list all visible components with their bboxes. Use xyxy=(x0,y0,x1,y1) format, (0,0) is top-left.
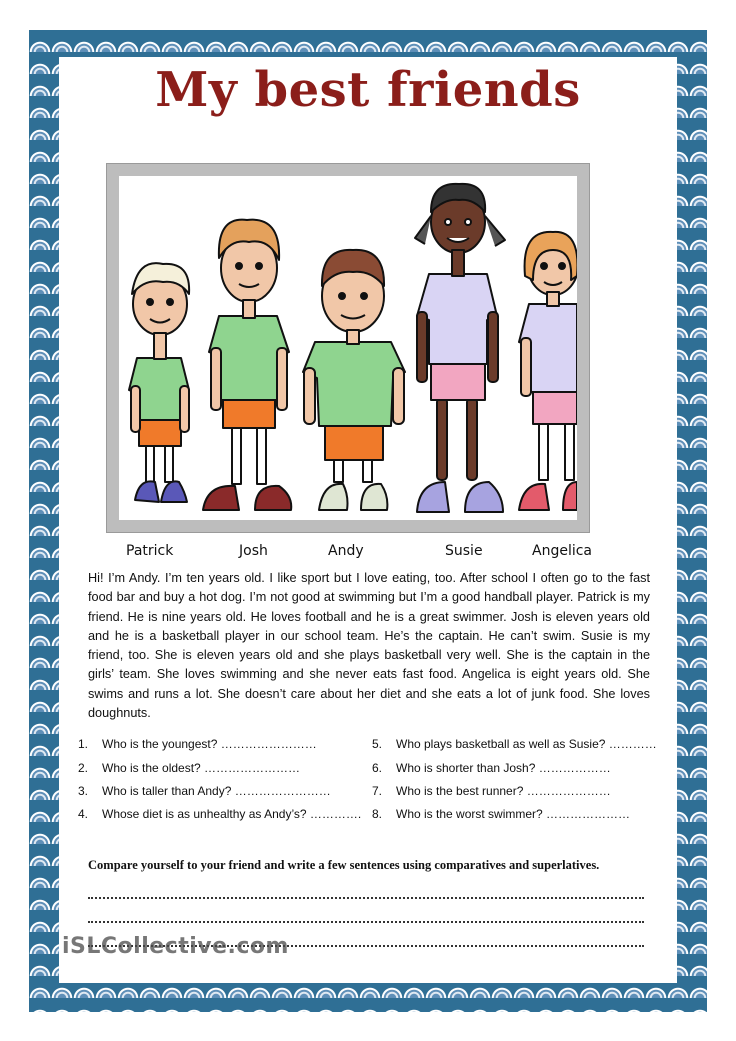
question-5: 5. Who plays basketball as well as Susie? ………… xyxy=(372,737,657,751)
watermark: iSLCollective.com xyxy=(62,934,289,959)
friends-illustration xyxy=(119,176,577,520)
question-1: 1. Who is the youngest? …………………… xyxy=(78,737,317,751)
question-4: 4. Whose diet is as unhealthy as Andy’s? …………. xyxy=(78,807,362,821)
reading-passage: Hi! I’m Andy. I’m ten years old. I like sport but I love eating, too. After school I often go to the fast food bar and buy a hot dog. I’m not good at swimming but I’m a good handball player. Patrick is my friend. He is nine years old. He loves football and he is a great swimmer. Josh is eleven years old and he is a basketball player in our school team. He’s the captain. He can’t swim. Susie is my friend, too. She is eleven years old and she plays basketball very well. She is the captain in the girls’ team. She loves swimming and she never eats fast food. Angelica is eight years old. She swims and runs a lot. She doesn’t care about her diet and she eats a lot of junk food. She loves doughnuts. xyxy=(88,571,650,721)
answer-line[interactable] xyxy=(88,921,644,923)
question-3: 3. Who is taller than Andy? …………………… xyxy=(78,784,331,798)
question-7: 7. Who is the best runner? ………………… xyxy=(372,784,611,798)
angelica-figure xyxy=(519,232,577,510)
kids-lineup-image xyxy=(119,176,577,520)
question-6: 6. Who is shorter than Josh? ……………… xyxy=(372,761,611,775)
writing-instruction: Compare yourself to your friend and write a few sentences using comparatives and superlatives. xyxy=(88,858,600,872)
worksheet-title: My best friends xyxy=(155,62,581,118)
name-label-patrick: Patrick xyxy=(126,543,174,559)
answer-line[interactable] xyxy=(88,897,644,899)
patrick-figure xyxy=(129,263,189,502)
name-label-josh: Josh xyxy=(239,543,268,559)
question-2: 2. Who is the oldest? …………………… xyxy=(78,761,301,775)
josh-figure xyxy=(203,220,291,510)
name-label-andy: Andy xyxy=(328,543,364,559)
question-8: 8. Who is the worst swimmer? ………………… xyxy=(372,807,631,821)
susie-figure xyxy=(415,184,505,512)
andy-figure xyxy=(303,250,405,510)
illustration-frame xyxy=(106,163,590,533)
name-label-angelica: Angelica xyxy=(532,543,593,559)
name-label-susie: Susie xyxy=(445,543,483,559)
